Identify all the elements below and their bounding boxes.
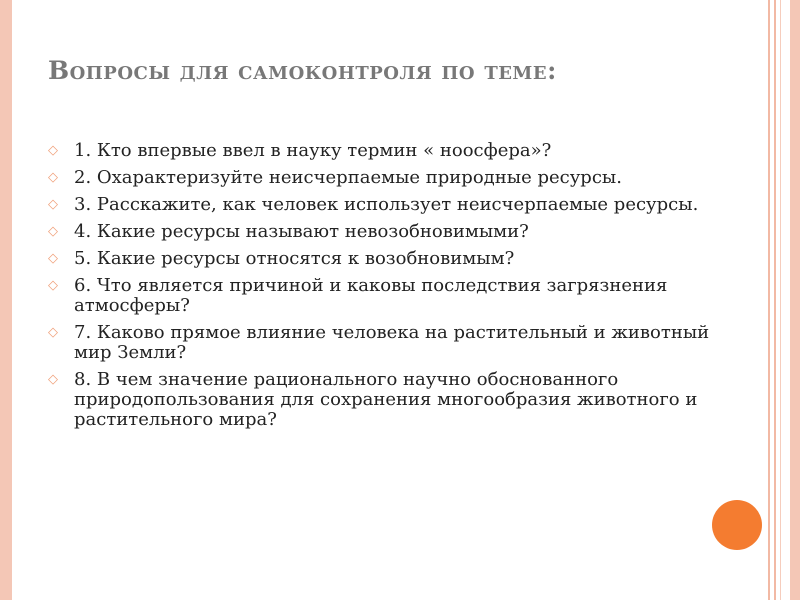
list-item: [48, 222, 728, 242]
question-text: 1. Кто впервые ввел в науку термин « ноосфера»?: [74, 140, 552, 161]
page-title: Вопросы для самоконтроля по теме:: [48, 56, 557, 85]
diamond-bullet-icon: ◇: [48, 143, 58, 158]
diamond-bullet-icon: ◇: [48, 197, 58, 212]
list-item: [48, 249, 728, 269]
orange-circle-decoration: [712, 500, 762, 550]
list-item: [48, 323, 728, 363]
question-text: 6. Что является причиной и каковы последствия загрязнения атмосферы?: [74, 275, 668, 316]
list-item: [48, 168, 728, 188]
list-item: [48, 141, 728, 161]
list-item: [48, 370, 728, 430]
question-text: 2. Охарактеризуйте неисчерпаемые природные ресурсы.: [74, 167, 622, 188]
diamond-bullet-icon: ◇: [48, 278, 58, 293]
question-text: 5. Какие ресурсы относятся к возобновимым?: [74, 248, 515, 269]
questions-list: [48, 141, 728, 437]
question-text: 8. В чем значение рационального научно обоснованного природопользования для сохранения многообразия животного и растительного мира?: [74, 369, 698, 430]
right-border-line: [774, 0, 776, 600]
diamond-bullet-icon: ◇: [48, 224, 58, 239]
list-item: [48, 195, 728, 215]
question-text: 3. Расскажите, как человек использует неисчерпаемые ресурсы.: [74, 194, 699, 215]
question-text: 4. Какие ресурсы называют невозобновимыми?: [74, 221, 529, 242]
list-item: [48, 276, 728, 316]
diamond-bullet-icon: ◇: [48, 325, 58, 340]
question-text: 7. Каково прямое влияние человека на растительный и животный мир Земли?: [74, 322, 710, 363]
right-border-line: [768, 0, 770, 600]
diamond-bullet-icon: ◇: [48, 251, 58, 266]
left-border-decoration: [0, 0, 12, 600]
right-border-decoration: [790, 0, 800, 600]
right-border-line: [780, 0, 781, 600]
diamond-bullet-icon: ◇: [48, 170, 58, 185]
diamond-bullet-icon: ◇: [48, 372, 58, 387]
